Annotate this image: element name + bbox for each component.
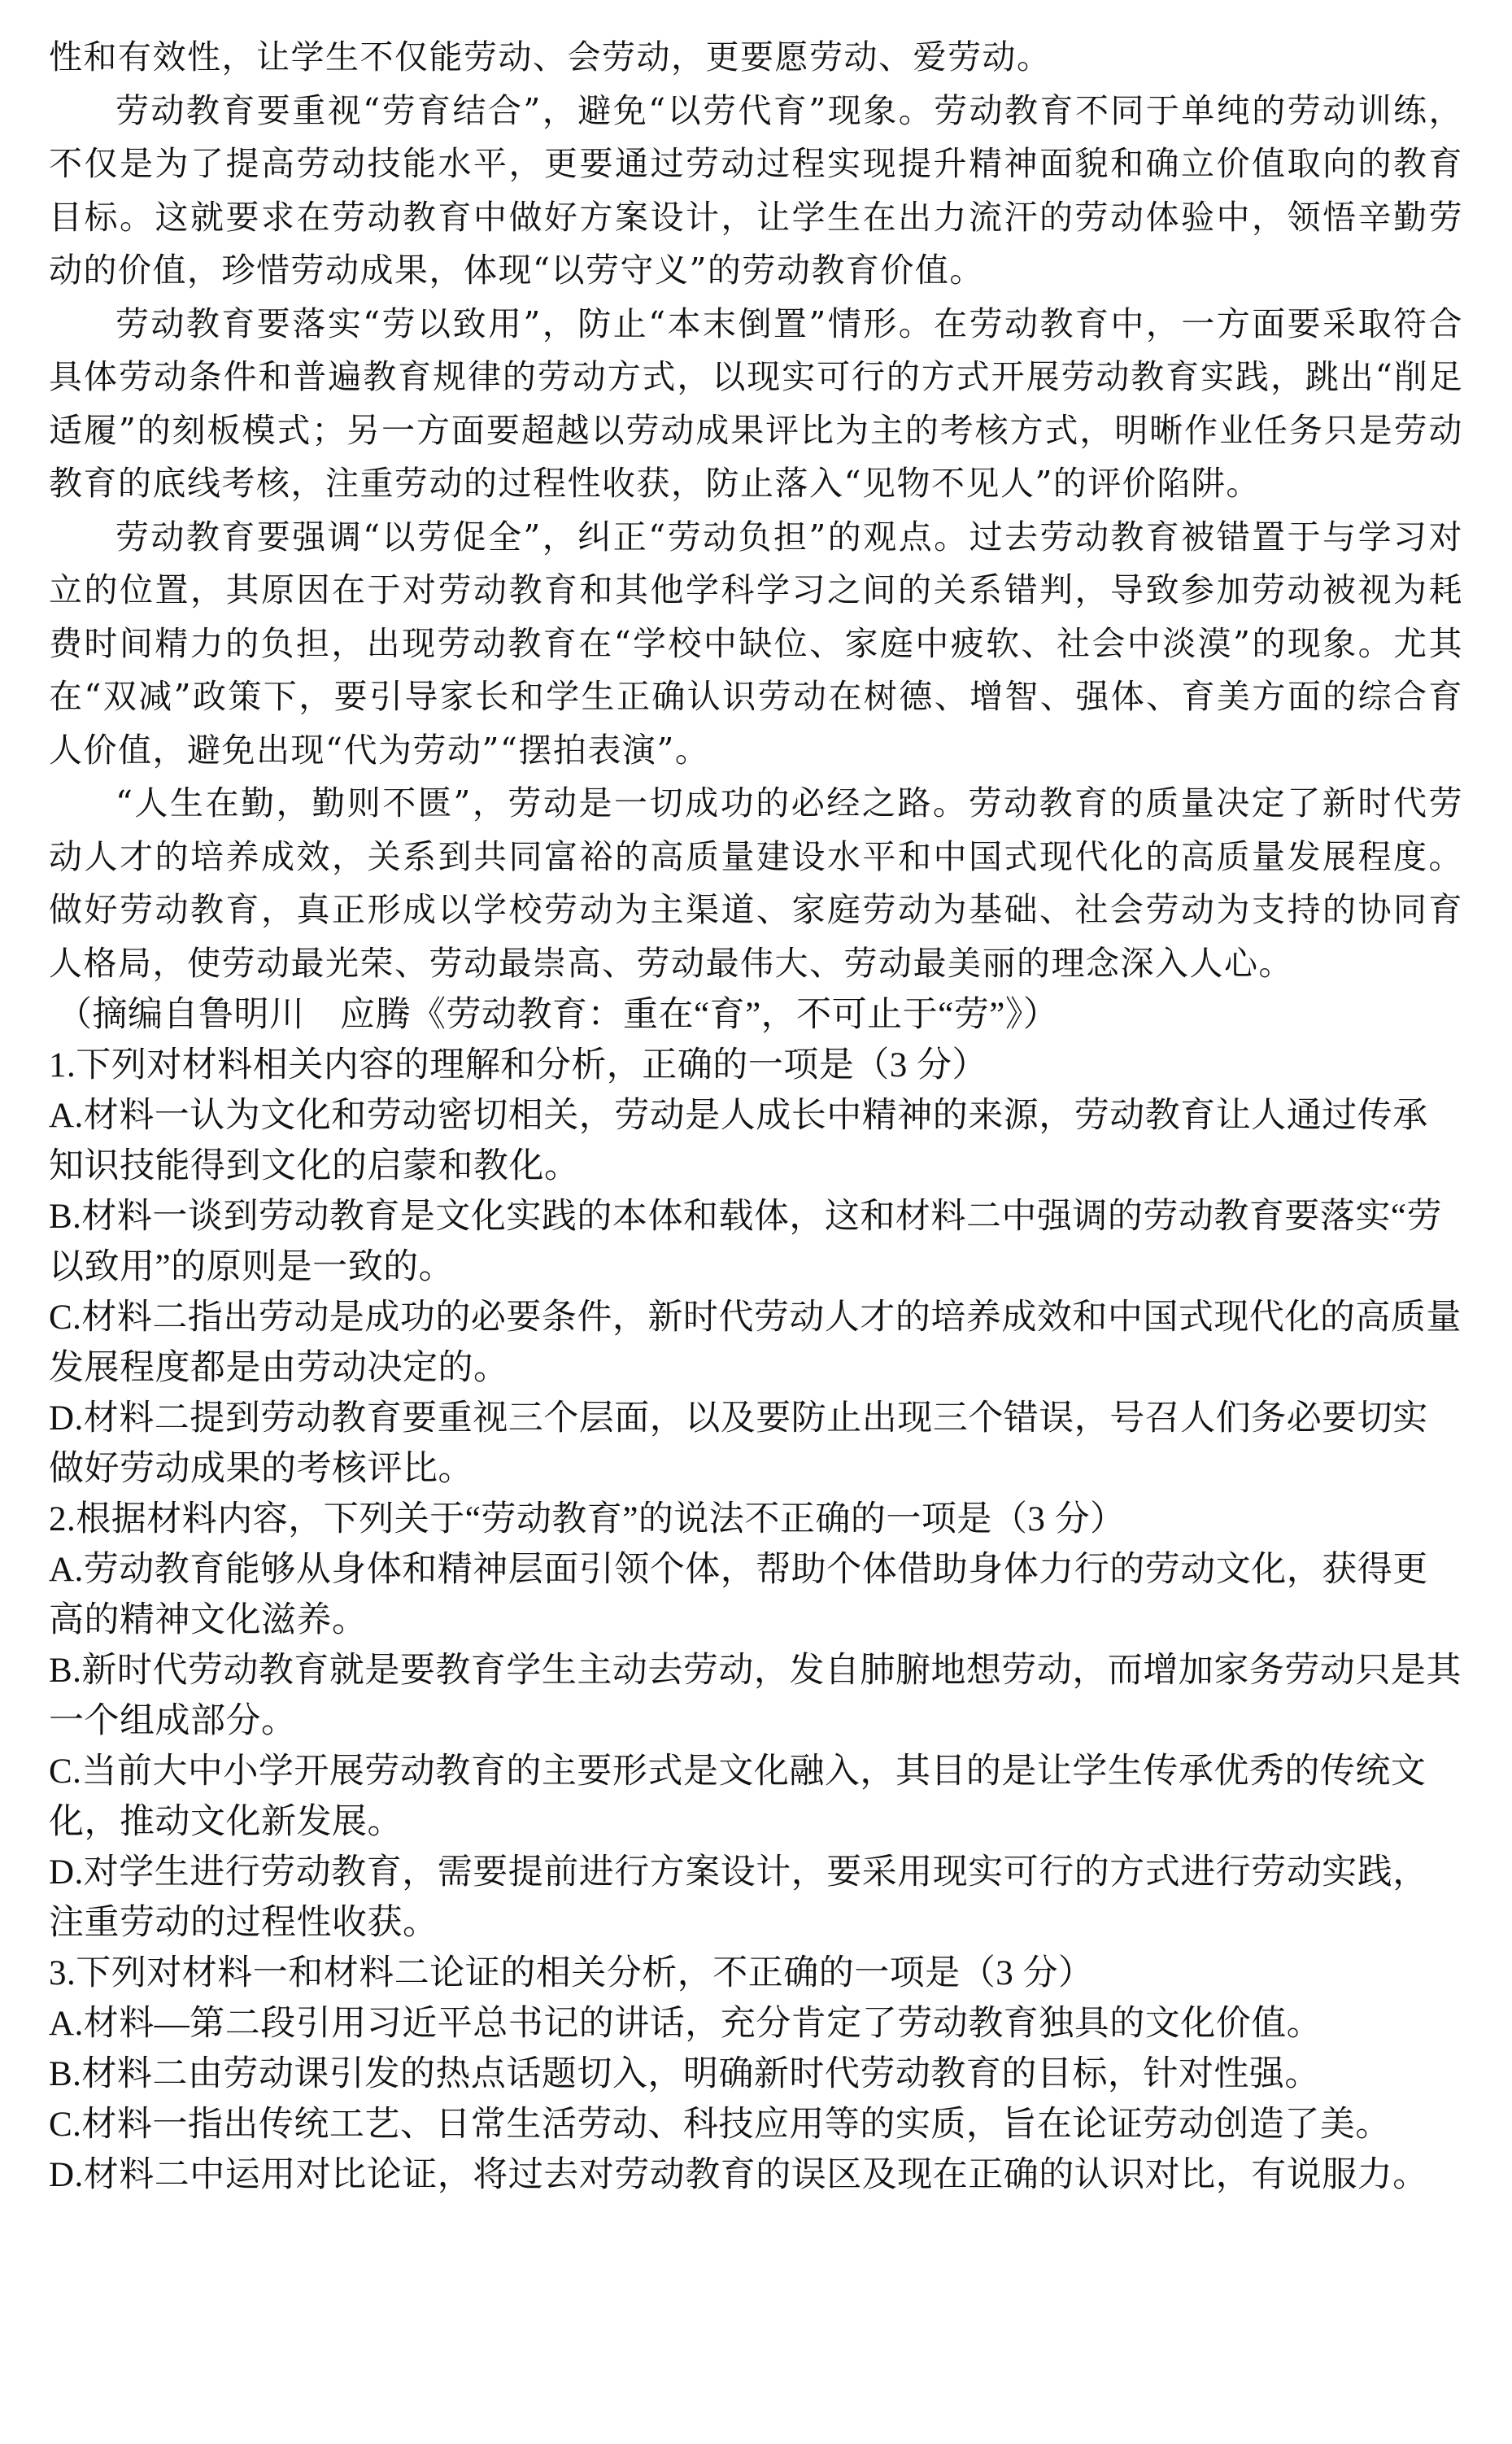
answer-option: A.劳动教育能够从身体和精神层面引领个体，帮助个体借助身体力行的劳动文化，获得更高的精神文化滋养。	[49, 1551, 1428, 1639]
passage-paragraph: 劳动教育要重视“劳育结合”，避免“以劳代育”现象。劳动教育不同于单纯的劳动训练，不仅是为了提高劳动技能水平，更要通过劳动过程实现提升精神面貌和确立价值取向的教育目标。这就要求在劳动教育中做好方案设计，让学生在出力流汗的劳动体验中，领悟辛勤劳动的价值，珍惜劳动成果，体现“以劳守义”的劳动教育价值。	[49, 90, 1463, 290]
question-stem: 1.下列对材料相关内容的理解和分析，正确的一项是（3 分）	[49, 1046, 987, 1085]
answer-option: D.对学生进行劳动教育，需要提前进行方案设计，要采用现实可行的方式进行劳动实践，注重劳动的过程性收获。	[49, 1853, 1428, 1942]
question-3	[49, 1949, 1463, 2201]
passage-paragraph: 劳动教育要强调“以劳促全”，纠正“劳动负担”的观点。过去劳动教育被错置于与学习对立的位置，其原因在于对劳动教育和其他学科学习之间的关系错判，导致参加劳动被视为耗费时间精力的负担，出现劳动教育在“学校中缺位、家庭中疲软、社会中淡漠”的现象。尤其在“双减”政策下，要引导家长和学生正确认识劳动在树德、增智、强体、育美方面的综合育人价值，避免出现“代为劳动”“摆拍表演”。	[49, 517, 1463, 770]
question-2	[49, 1495, 1463, 1949]
answer-option: C.材料一指出传统工艺、日常生活劳动、科技应用等的实质，旨在论证劳动创造了美。	[49, 2106, 1391, 2144]
answer-option: B.新时代劳动教育就是要教育学生主动去劳动，发自肺腑地想劳动，而增加家务劳动只是其一个组成部分。	[49, 1652, 1462, 1740]
answer-option: C.材料二指出劳动是成功的必要条件，新时代劳动人才的培养成效和中国式现代化的高质量发展程度都是由劳动决定的。	[49, 1298, 1462, 1387]
passage-paragraph: 性和有效性，让学生不仅能劳动、会劳动，更要愿劳动、爱劳动。	[49, 37, 1052, 76]
passage-paragraph: 劳动教育要落实“劳以致用”，防止“本末倒置”情形。在劳动教育中，一方面要采取符合具体劳动条件和普遍教育规律的劳动方式，以现实可行的方式开展劳动教育实践，跳出“削足适履”的刻板模式；另一方面要超越以劳动成果评比为主的考核方式，明晰作业任务只是劳动教育的底线考核，注重劳动的过程性收获，防止落入“见物不见人”的评价陷阱。	[49, 303, 1463, 503]
answer-option: B.材料二由劳动课引发的热点话题切入，明确新时代劳动教育的目标，针对性强。	[49, 2055, 1320, 2093]
answer-option: C.当前大中小学开展劳动教育的主要形式是文化融入，其目的是让学生传承优秀的传统文化，推动文化新发展。	[49, 1752, 1427, 1841]
answer-option: D.材料二提到劳动教育要重视三个层面，以及要防止出现三个错误，号召人们务必要切实做好劳动成果的考核评比。	[49, 1399, 1428, 1488]
passage-paragraph: “人生在勤，勤则不匮”，劳动是一切成功的必经之路。劳动教育的质量决定了新时代劳动人才的培养成效，关系到共同富裕的高质量建设水平和中国式现代化的高质量发展程度。做好劳动教育，真正形成以学校劳动为主渠道、家庭劳动为基础、社会劳动为支持的协同育人格局，使劳动最光荣、劳动最崇高、劳动最伟大、劳动最美丽的理念深入人心。	[49, 783, 1463, 983]
passage-source: （摘编自鲁明川 应腾《劳动教育：重在“育”，不可止于“劳”》）	[57, 996, 1059, 1034]
question-stem: 2.根据材料内容，下列关于“劳动教育”的说法不正确的一项是（3 分）	[49, 1500, 1126, 1538]
reading-passage	[49, 31, 1463, 990]
question-stem: 3.下列对材料一和材料二论证的相关分析，不正确的一项是（3 分）	[49, 1954, 1094, 1992]
answer-option: A.材料—第二段引用习近平总书记的讲话，充分肯定了劳动教育独具的文化价值。	[49, 2005, 1322, 2043]
answer-option: B.材料一谈到劳动教育是文化实践的本体和载体，这和材料二中强调的劳动教育要落实“劳以致用”的原则是一致的。	[49, 1198, 1443, 1286]
answer-option: A.材料一认为文化和劳动密切相关，劳动是人成长中精神的来源，劳动教育让人通过传承知识技能得到文化的启蒙和教化。	[49, 1097, 1428, 1185]
answer-option: D.材料二中运用对比论证，将过去对劳动教育的误区及现在正确的认识对比，有说服力。	[49, 2156, 1428, 2194]
question-1	[49, 1041, 1463, 1495]
